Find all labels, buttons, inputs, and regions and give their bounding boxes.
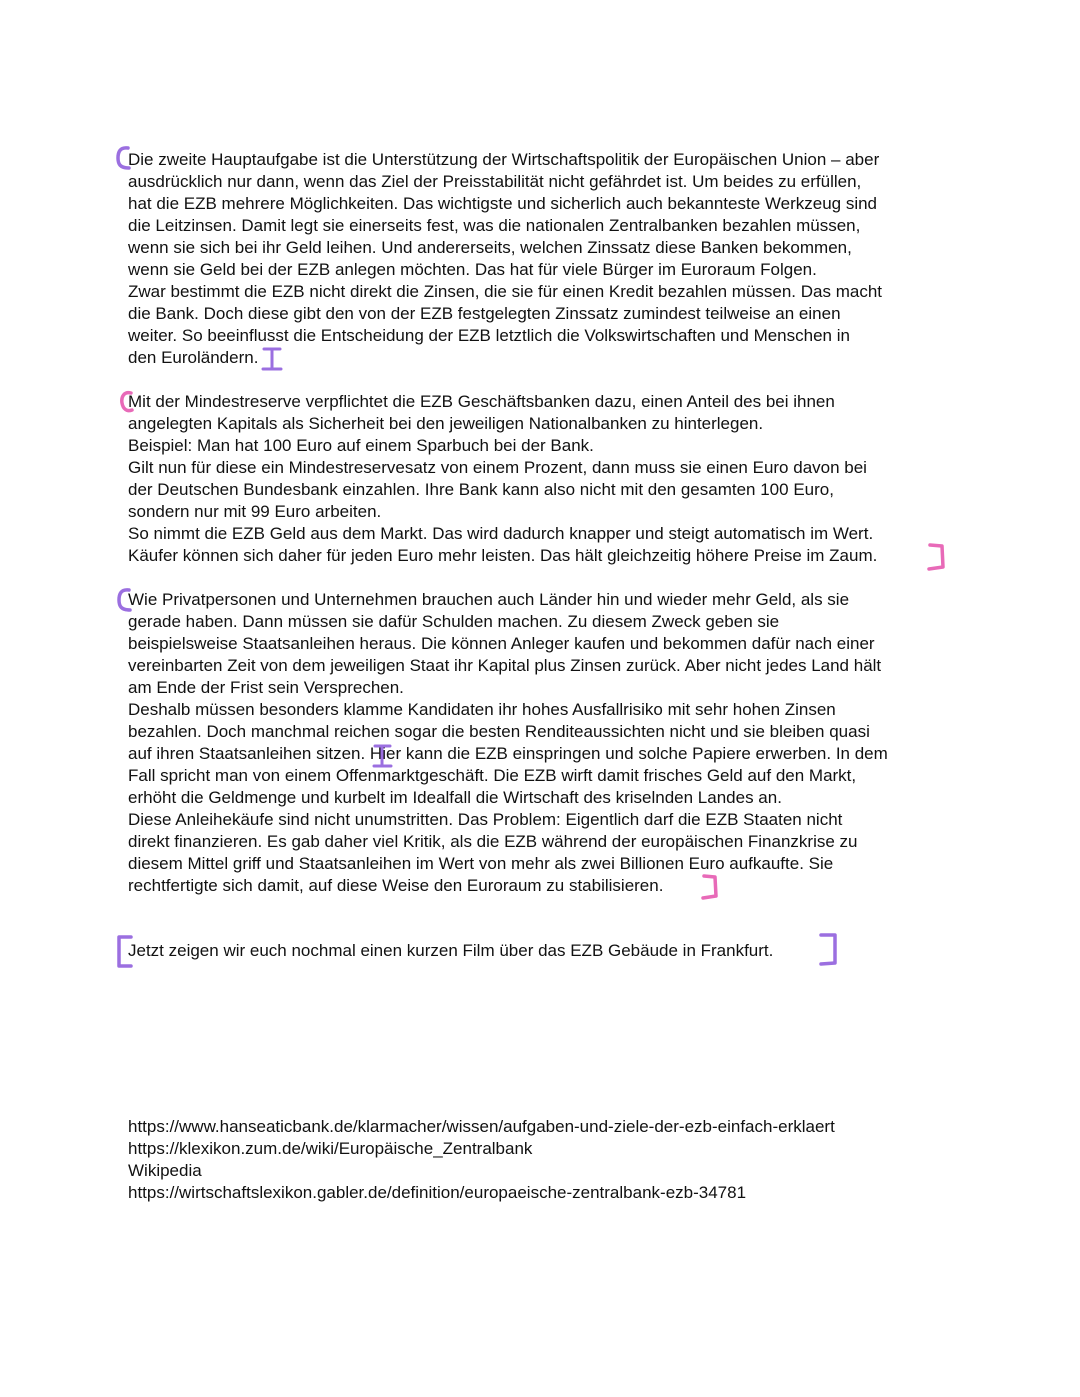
text-line: gerade haben. Dann müssen sie dafür Schulden machen. Zu diesem Zweck geben sie — [128, 612, 780, 631]
text-line: beispielsweise Staatsanleihen heraus. Die können Anleger kaufen und bekommen dafür nach einer — [128, 634, 875, 653]
text-line: So nimmt die EZB Geld aus dem Markt. Das wird dadurch knapper und steigt automatisch im Wert. — [128, 524, 874, 543]
text-line: Die zweite Hauptaufgabe ist die Unterstützung der Wirtschaftspolitik der Europäischen Union – aber — [128, 150, 880, 169]
source-item: Wikipedia — [128, 1161, 202, 1180]
text-line: Diese Anleihekäufe sind nicht unumstritten. Das Problem: Eigentlich darf die EZB Staaten nicht — [128, 810, 843, 829]
text-line: rechtfertigte sich damit, auf diese Weise den Euroraum zu stabilisieren. — [128, 876, 664, 895]
text-line: angelegten Kapitals als Sicherheit bei den jeweiligen Nationalbanken zu hinterlegen. — [128, 414, 764, 433]
text-line: direkt finanzieren. Es gab daher viel Kritik, als die EZB während der europäischen Finanzkrise zu — [128, 832, 858, 851]
text-line: Deshalb müssen besonders klamme Kandidaten ihr hohes Ausfallrisiko mit sehr hohen Zinsen — [128, 700, 836, 719]
paragraph-staatsanleihen — [128, 589, 968, 897]
text-line: den Euroländern. — [128, 348, 259, 367]
text-line: bezahlen. Doch manchmal reichen sogar die besten Renditeaussichten nicht und sie bleiben quasi — [128, 722, 870, 741]
text-line: am Ende der Frist sein Versprechen. — [128, 678, 404, 697]
paragraph-film-hinweis — [128, 940, 968, 962]
source-item: https://wirtschaftslexikon.gabler.de/definition/europaeische-zentralbank-ezb-34781 — [128, 1183, 747, 1202]
source-item: https://klexikon.zum.de/wiki/Europäische_Zentralbank — [128, 1139, 533, 1158]
text-line: Wie Privatpersonen und Unternehmen brauchen auch Länder hin und wieder mehr Geld, als sie — [128, 590, 850, 609]
text-line: Mit der Mindestreserve verpflichtet die EZB Geschäftsbanken dazu, einen Anteil des bei ihnen — [128, 392, 835, 411]
paragraph-mindestreserve — [128, 391, 968, 567]
text-line: weiter. So beeinflusst die Entscheidung der EZB letztlich die Volkswirtschaften und Menschen in — [128, 326, 850, 345]
paragraph-leitzinsen — [128, 149, 968, 369]
sources-list — [128, 1116, 968, 1204]
text-line: die Bank. Doch diese gibt den von der EZB festgelegten Zinssatz zumindest teilweise an einen — [128, 304, 841, 323]
text-line: der Deutschen Bundesbank einzahlen. Ihre Bank kann also nicht mit den gesamten 100 Euro, — [128, 480, 834, 499]
text-line: Jetzt zeigen wir euch nochmal einen kurzen Film über das EZB Gebäude in Frankfurt. — [128, 941, 774, 960]
text-line: Käufer können sich daher für jeden Euro mehr leisten. Das hält gleichzeitig höhere Preise im Zaum. — [128, 546, 878, 565]
text-line: wenn sie Geld bei der EZB anlegen möchten. Das hat für viele Bürger im Euroraum Folgen. — [128, 260, 817, 279]
text-line: die Leitzinsen. Damit legt sie einerseits fest, was die nationalen Zentralbanken bezahlen müssen, — [128, 216, 861, 235]
source-item: https://www.hanseaticbank.de/klarmacher/wissen/aufgaben-und-ziele-der-ezb-einfach-erklaert — [128, 1117, 835, 1136]
text-line: wenn sie sich bei ihr Geld leihen. Und andererseits, welchen Zinssatz diese Banken bekommen, — [128, 238, 852, 257]
text-line: hat die EZB mehrere Möglichkeiten. Das wichtigste und sicherlich auch bekannteste Werkzeug sind — [128, 194, 878, 213]
text-line: vereinbarten Zeit von dem jeweiligen Staat ihr Kapital plus Zinsen zurück. Aber nicht jedes Land hält — [128, 656, 882, 675]
text-line: diesem Mittel griff und Staatsanleihen im Wert von mehr als zwei Billionen Euro aufkaufte. Sie — [128, 854, 834, 873]
text-line: Zwar bestimmt die EZB nicht direkt die Zinsen, die sie für einen Kredit bezahlen müssen. Das macht — [128, 282, 883, 301]
text-line: auf ihren Staatsanleihen sitzen. Hier kann die EZB einspringen und solche Papiere erwerben. In dem — [128, 744, 888, 763]
text-line: ausdrücklich nur dann, wenn das Ziel der Preisstabilität nicht gefährdet ist. Um beides zu erfüllen, — [128, 172, 862, 191]
text-line: Beispiel: Man hat 100 Euro auf einem Sparbuch bei der Bank. — [128, 436, 594, 455]
text-line: Gilt nun für diese ein Mindestreservesatz von einem Prozent, dann muss sie einen Euro davon bei — [128, 458, 867, 477]
text-line: erhöht die Geldmenge und kurbelt im Idealfall die Wirtschaft des kriselnden Landes an. — [128, 788, 782, 807]
text-line: sondern nur mit 99 Euro arbeiten. — [128, 502, 382, 521]
text-line: Fall spricht man von einem Offenmarktgeschäft. Die EZB wirft damit frisches Geld auf den Markt, — [128, 766, 857, 785]
